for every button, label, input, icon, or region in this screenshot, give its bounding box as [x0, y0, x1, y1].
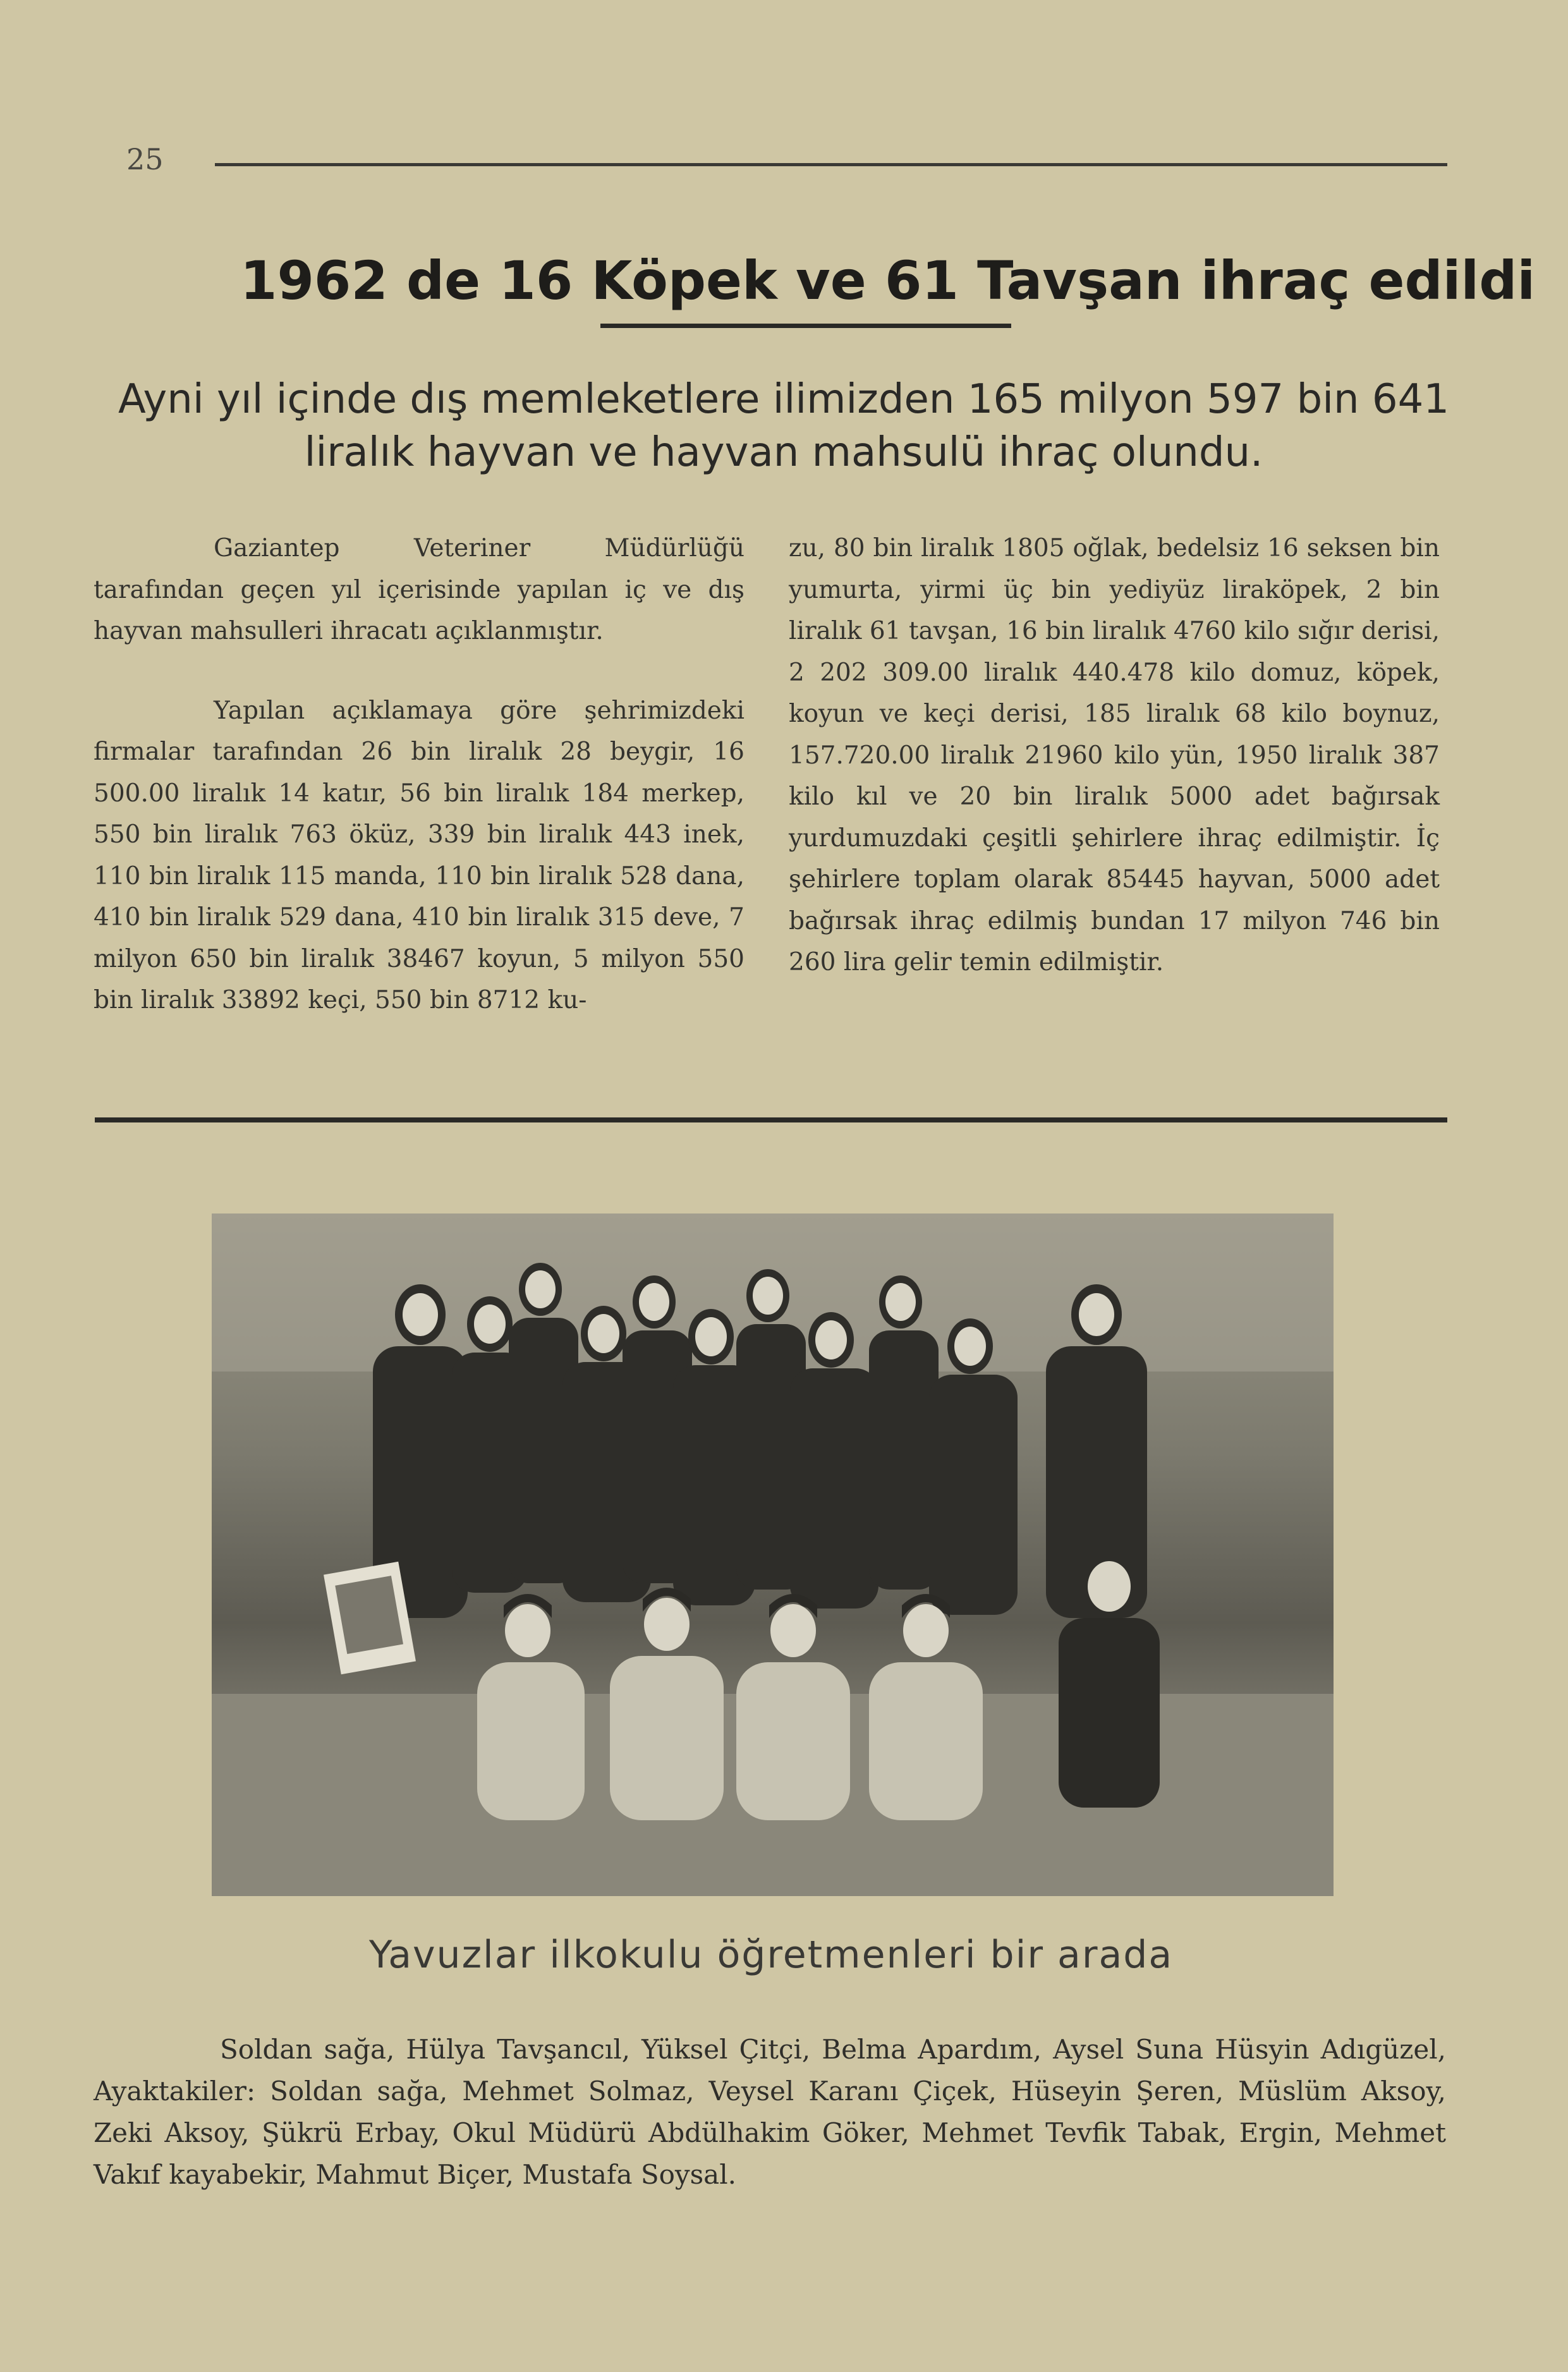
photo-names: Soldan sağa, Hülya Tavşancıl, Yüksel Çitçi, Belma Apardım, Aysel Suna Hüsyin Adıgüzel, Ayaktakiler: Soldan sağa, Mehmet Solmaz, Veysel Karanı Çiçek, Hüseyin Şeren, Müslüm Aksoy, Zeki Aksoy, Şükrü Erbay, Okul Müdürü Abdülhakim Göker, Mehmet Tevfik Tabak, Ergin, Mehmet Vakıf kayabekir, Mahmut Biçer, Mustafa Soysal.: [94, 2034, 1446, 2190]
group-photo-figures: [212, 1213, 1334, 1896]
article-body: [94, 528, 1446, 1084]
page-number: 25: [126, 142, 164, 176]
subheadline: Ayni yıl içinde dış memleketlere ilimizden 165 milyon 597 bin 641 liralık hayvan ve hayvan mahsulü ihraç olundu.: [118, 376, 1450, 476]
left-column: [94, 528, 744, 1021]
header-rule: [215, 163, 1447, 166]
group-photo: [212, 1213, 1334, 1896]
right-column: [789, 528, 1440, 983]
section-divider: [95, 1117, 1447, 1122]
right-paragraph-1: zu, 80 bin liralık 1805 oğlak, bedelsiz 16 seksen bin yumurta, yirmi üç bin yediyüz liraköpek, 2 bin liralık 61 tavşan, 16 bin liralık 4760 kilo sığır derisi, 2 202 309.00 liralık 440.478 kilo domuz, köpek, koyun ve keçi derisi, 185 liralık 68 kilo boynuz, 157.720.00 liralık 21960 kilo yün, 1950 liralık 387 kilo kıl ve 20 bin liralık 5000 adet bağırsak yurdumuzdaki çeşitli şehirlere ihraç edilmiştir. İç şehirlere toplam olarak 85445 hayvan, 5000 adet bağırsak ihraç edilmiş bundan 17 milyon 746 bin 260 lira gelir temin edilmiştir.: [789, 534, 1440, 976]
left-paragraph-2: Yapılan açıklamaya göre şehrimizdeki firmalar tarafından 26 bin liralık 28 beygir, 16 500.00 liralık 14 katır, 56 bin liralık 184 merkep, 550 bin liralık 763 öküz, 339 bin liralık 443 inek, 110 bin liralık 115 manda, 110 bin liralık 528 dana, 410 bin liralık 529 dana, 410 bin liralık 315 deve, 7 milyon 650 bin liralık 38467 koyun, 5 milyon 550 bin liralık 33892 keçi, 550 bin 8712 ku-: [94, 696, 744, 1014]
headline: 1962 de 16 Köpek ve 61 Tavşan ihraç edildi: [240, 250, 1536, 312]
headline-underline: [600, 324, 1011, 328]
left-paragraph-1: Gaziantep Veteriner Müdürlüğü tarafından geçen yıl içerisinde yapılan iç ve dış hayvan mahsulleri ihracatı açıklanmıştır.: [94, 534, 744, 645]
photo-caption: Yavuzlar ilkokulu öğretmenleri bir arada: [368, 1933, 1174, 1977]
